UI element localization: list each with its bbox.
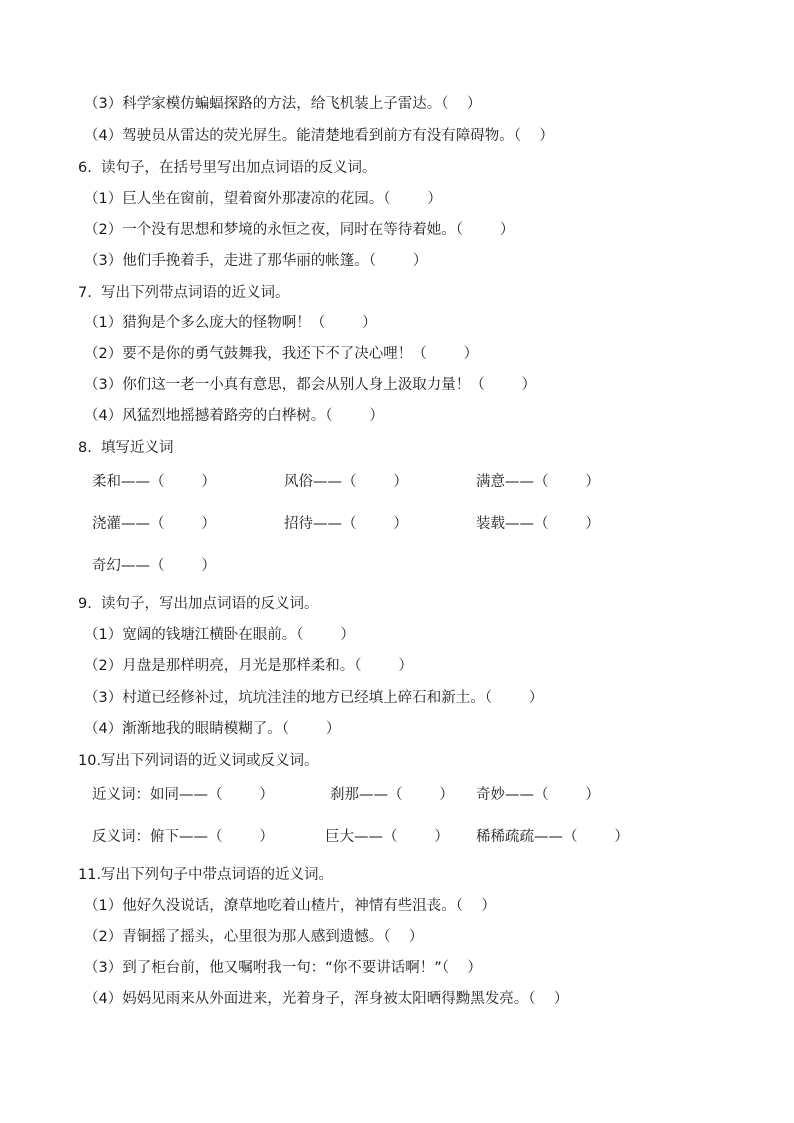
q7-item-3: （3）你们这一老一小真有意思，都会从别人身上汲取力量！（ ） bbox=[84, 377, 537, 393]
q8-pair: 风俗——（ ） bbox=[284, 474, 408, 490]
q6-item-3: （3）他们手挽着手，走进了那华丽的帐篷。（ ） bbox=[84, 253, 428, 269]
q10-row-antonyms bbox=[0, 827, 794, 847]
q8-pair: 招待——（ ） bbox=[284, 516, 408, 532]
q10-pair: 刹那——（ ） bbox=[330, 787, 454, 803]
q10-row-synonyms bbox=[0, 785, 794, 805]
q9-item-2: （2）月盘是那样明亮，月光是那样柔和。（ ） bbox=[84, 658, 413, 674]
q10-title: 10.写出下列词语的近义词或反义词。 bbox=[78, 753, 319, 769]
q8-pair: 奇幻——（ ） bbox=[92, 558, 216, 574]
q7-item-1: （1）猎狗是个多么庞大的怪物啊！（ ） bbox=[84, 315, 377, 331]
q11-item-1: （1）他好久没说话，潦草地吃着山楂片，神情有些沮丧。（ ） bbox=[84, 898, 496, 914]
q8-row-3 bbox=[0, 556, 794, 576]
q11-item-3: （3）到了柜台前，他又嘱咐我一句：“你不要讲话啊！”（ ） bbox=[84, 960, 482, 976]
q11-title: 11.写出下列句子中带点词语的近义词。 bbox=[78, 867, 334, 883]
q11-item-2: （2）青铜摇了摇头，心里很为那人感到遗憾。（ ） bbox=[84, 929, 424, 945]
q10-pair: 奇妙——（ ） bbox=[476, 787, 600, 803]
q8-row-1 bbox=[0, 472, 794, 492]
q7-title: 7. 写出下列带点词语的近义词。 bbox=[78, 285, 290, 301]
q9-item-4: （4）渐渐地我的眼睛模糊了。（ ） bbox=[84, 721, 341, 737]
q7-item-4: （4）风猛烈地摇撼着路旁的白桦树。（ ） bbox=[84, 408, 384, 424]
q6-item-1: （1）巨人坐在窗前，望着窗外那凄凉的花园。（ ） bbox=[84, 191, 442, 207]
q8-title: 8. 填写近义词 bbox=[78, 440, 174, 456]
q9-item-3: （3）村道已经修补过，坑坑洼洼的地方已经填上碎石和新土。（ ） bbox=[84, 690, 544, 706]
q10-pair: 稀稀疏疏——（ ） bbox=[476, 829, 629, 845]
q8-pair: 浇灌——（ ） bbox=[92, 516, 216, 532]
q9-title: 9. 读句子，写出加点词语的反义词。 bbox=[78, 596, 319, 612]
q10-pair: 巨大——（ ） bbox=[325, 829, 449, 845]
q8-row-2 bbox=[0, 514, 794, 534]
q6-item-2: （2）一个没有思想和梦境的永恒之夜，同时在等待着她。（ ） bbox=[84, 222, 515, 238]
q6-title: 6. 读句子，在括号里写出加点词语的反义词。 bbox=[78, 160, 377, 176]
q11-item-4: （4）妈妈见雨来从外面进来，光着身子，浑身被太阳晒得黝黑发亮。（ ） bbox=[84, 991, 569, 1007]
q8-pair: 满意——（ ） bbox=[476, 474, 600, 490]
q9-item-1: （1）宽阔的钱塘江横卧在眼前。（ ） bbox=[84, 627, 355, 643]
q10-pair: 反义词：俯下——（ ） bbox=[92, 829, 274, 845]
q8-pair: 柔和——（ ） bbox=[92, 474, 216, 490]
q5-item-3: （3）科学家模仿蝙蝠探路的方法，给飞机装上子雷达。（ ） bbox=[84, 96, 482, 112]
q10-pair: 近义词：如同——（ ） bbox=[92, 787, 274, 803]
q8-pair: 装载——（ ） bbox=[476, 516, 600, 532]
q5-item-4: （4）驾驶员从雷达的荧光屏生。能清楚地看到前方有没有障碍物。（ ） bbox=[84, 128, 554, 144]
q7-item-2: （2）要不是你的勇气鼓舞我，我还下不了决心哩！（ ） bbox=[84, 346, 479, 362]
